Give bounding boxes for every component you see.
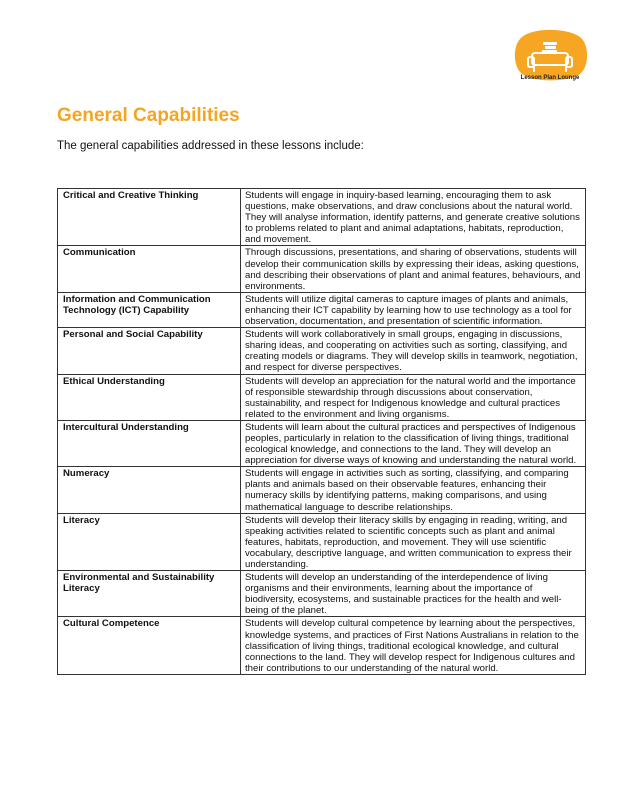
table-row	[58, 246, 586, 292]
page-title: General Capabilities	[57, 105, 240, 126]
capability-description: Students will learn about the cultural practices and perspectives of Indigenous peoples, particularly in relation to the classification of living things, traditional ecological knowledge, and connections to the land. They will develop an appreciation for diverse ways of knowing and understanding the natural world.	[241, 420, 586, 466]
capability-name: Communication	[58, 246, 241, 292]
capability-description: Students will develop an appreciation for the natural world and the importance of responsible stewardship through discussions about conservation, sustainability, and respect for Indigenous knowledge and cultural practices related to the environment and living organisms.	[241, 374, 586, 420]
capability-name: Intercultural Understanding	[58, 420, 241, 466]
table-row	[58, 513, 586, 570]
table-row	[58, 617, 586, 674]
table-row	[58, 467, 586, 513]
table-row	[58, 374, 586, 420]
capability-description: Students will develop their literacy skills by engaging in reading, writing, and speaking activities related to scientific concepts such as plant and animal features, habitats, reproduction, and movement. They will use scientific vocabulary, descriptive language, and written communication to express their understanding.	[241, 513, 586, 570]
intro-text: The general capabilities addressed in these lessons include:	[57, 140, 364, 152]
table-row	[58, 292, 586, 327]
table-row	[58, 328, 586, 374]
capability-description: Students will engage in activities such as sorting, classifying, and comparing plants and animals based on their observable features, enhancing their numeracy skills by identifying patterns, making comparisons, and using mathematical language to describe relationships.	[241, 467, 586, 513]
capability-name: Cultural Competence	[58, 617, 241, 674]
capabilities-table	[57, 188, 586, 675]
capability-name: Literacy	[58, 513, 241, 570]
table-row	[58, 420, 586, 466]
capability-description: Through discussions, presentations, and sharing of observations, students will develop their communication skills by expressing their ideas, asking questions, and describing their observations of plant and animal features, behaviours, and environments.	[241, 246, 586, 292]
capability-name: Environmental and Sustainability Literacy	[58, 571, 241, 617]
capability-description: Students will work collaboratively in small groups, engaging in discussions, sharing ideas, and cooperating on activities such as sorting, classifying, and creating models or diagrams. They will develop skills in teamwork, negotiation, and respect for diverse perspectives.	[241, 328, 586, 374]
capability-description: Students will engage in inquiry-based learning, encouraging them to ask questions, make observations, and draw conclusions about the natural world. They will analyse information, identify patterns, and generate creative solutions to problems related to plant and animal adaptations, habitats, reproduction, and movement.	[241, 189, 586, 246]
logo-caption: Lesson Plan Lounge	[520, 75, 580, 81]
capability-description: Students will utilize digital cameras to capture images of plants and animals, enhancing their ICT capability by learning how to use technology as a tool for observation, documentation, and presentation of scientific information.	[241, 292, 586, 327]
capability-name: Ethical Understanding	[58, 374, 241, 420]
capability-name: Critical and Creative Thinking	[58, 189, 241, 246]
table-row	[58, 189, 586, 246]
capability-description: Students will develop cultural competence by learning about the perspectives, knowledge systems, and practices of First Nations Australians in relation to the classification of living things, traditional ecological knowledge, and cultural connections to the land. They will develop respect for Indigenous cultures and their contributions to our understanding of the natural world.	[241, 617, 586, 674]
capability-name: Information and Communication Technology (ICT) Capability	[58, 292, 241, 327]
capability-name: Numeracy	[58, 467, 241, 513]
capability-name: Personal and Social Capability	[58, 328, 241, 374]
capability-description: Students will develop an understanding of the interdependence of living organisms and their environments, learning about the importance of biodiversity, ecosystems, and sustainable practices for the health and well-being of the planet.	[241, 571, 586, 617]
table-row	[58, 571, 586, 617]
